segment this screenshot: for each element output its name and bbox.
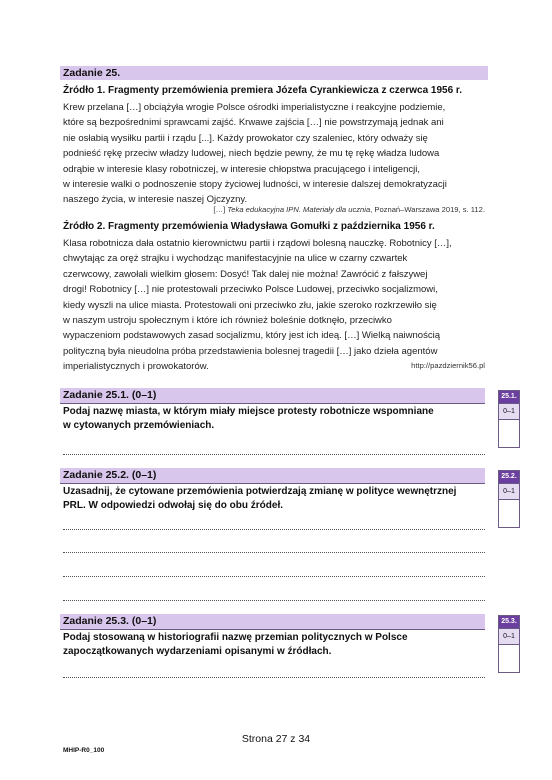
source-2-line: chwytając za oręż strajku i wychodząc manifestacyjnie na ulice w czarny czwartek — [63, 253, 408, 265]
question-line: zapoczątkowanych wydarzeniami opisanymi w źródłach. — [63, 646, 332, 657]
divider — [60, 483, 485, 484]
score-number: 25.3. — [499, 616, 519, 628]
subtask-title: Zadanie 25.1. (0–1) — [63, 389, 157, 401]
score-field[interactable] — [499, 419, 519, 447]
answer-line[interactable] — [63, 529, 485, 530]
source-2-line: w naszym ustroju społecznym i które ich również boleśnie dotknęło, przeciwko — [63, 315, 392, 327]
answer-line[interactable] — [63, 600, 485, 601]
subtask-25-2-header — [60, 468, 485, 483]
subtask-title: Zadanie 25.2. (0–1) — [63, 469, 157, 481]
answer-line[interactable] — [63, 576, 485, 577]
score-number: 25.1. — [499, 391, 519, 403]
source-2-line: imperialistycznych i prowokatorów. — [63, 361, 209, 373]
answer-line[interactable] — [63, 454, 485, 455]
task-header — [60, 66, 488, 80]
divider — [60, 629, 485, 630]
source-1-line: odrąbie w interesie klasy robotniczej, w interesie chłopstwa pracującego i inteligencji, — [63, 163, 420, 175]
source-2-line: polityczną była nieudolna próba przedstawienia bolesnej tragedii […] jako dzieła agentów — [63, 345, 438, 357]
source-2-citation: http://pazdziernik56.pl — [411, 361, 485, 370]
source-1-line: podnieść rękę przeciw władzy ludowej, niech będzie pewny, że mu tę rękę władza ludowa — [63, 148, 440, 160]
subtask-title: Zadanie 25.3. (0–1) — [63, 615, 157, 627]
source-2-line: drogi! Robotnicy […] nie protestowali przeciwko Polsce Ludowej, przeciwko socjalizmowi, — [63, 284, 438, 296]
score-field[interactable] — [499, 644, 519, 672]
score-box-25-1 — [498, 390, 520, 448]
source-2-line: Klasa robotnicza dała ostatnio kierownictwu partii i rządowi bolesną nauczkę. Robotnicy […], — [63, 238, 452, 249]
exam-code: MHIP-R0_100 — [63, 747, 105, 754]
source-2-line: wypaczeniom podstawowych zasad socjalizmu, który jest ich ideą. […] Wielką naiwnością — [63, 330, 440, 342]
question-line: Podaj nazwę miasta, w którym miały miejsce protesty robotnicze wspomniane — [63, 406, 434, 417]
source-1-text — [63, 100, 485, 208]
score-range: 0–1 — [499, 483, 519, 499]
source-1-line: w interesie walki o podnoszenie stopy życiowej ludności, w interesie dalszej demokratyzacji — [63, 179, 447, 191]
score-range: 0–1 — [499, 403, 519, 419]
question-line: w cytowanych przemówieniach. — [63, 420, 215, 431]
subtask-25-3-header — [60, 614, 485, 629]
question-line: Podaj stosowaną w historiografii nazwę przemian politycznych w Polsce — [63, 632, 408, 643]
source-2-title: Źródło 2. Fragmenty przemówienia Władysława Gomułki z października 1956 r. — [63, 221, 435, 232]
source-2-line: kiedy wyszli na ulice miasta. Protestowali oni przeciwko złu, jakie szeroko rozkrzewiło się — [63, 299, 437, 311]
source-1-line: naszego życia, w interesie naszej Ojczyzny. — [63, 194, 248, 206]
subtask-25-2-question — [63, 485, 456, 513]
score-field[interactable] — [499, 499, 519, 527]
subtask-25-3-question — [63, 631, 408, 659]
score-range: 0–1 — [499, 628, 519, 644]
question-line: Uzasadnij, że cytowane przemówienia potwierdzają zmianę w polityce wewnętrznej — [63, 486, 457, 497]
source-1-title: Źródło 1. Fragmenty przemówienia premiera Józefa Cyrankiewicza z czerwca 1956 r. — [63, 85, 463, 96]
score-box-25-3 — [498, 615, 520, 673]
divider — [60, 403, 485, 404]
score-box-25-2 — [498, 470, 520, 528]
score-number: 25.2. — [499, 471, 519, 483]
answer-line[interactable] — [63, 552, 485, 553]
question-line: PRL. W odpowiedzi odwołaj się do obu źródeł. — [63, 500, 283, 511]
citation-title: Teka edukacyjna IPN. Materiały dla ucznia — [227, 205, 371, 214]
source-1-citation — [213, 205, 485, 214]
answer-line[interactable] — [63, 677, 485, 678]
source-1-line: które są bezpośrednimi sprawcami zajść. Krwawe zajścia […] nie powstrzymają jednak ani — [63, 117, 444, 129]
citation-suffix: , Poznań–Warszawa 2019, s. 112. — [370, 205, 485, 214]
page-number: Strona 27 z 34 — [241, 733, 311, 745]
subtask-25-1-question — [63, 405, 434, 433]
source-1-line: Krew przelana […] obciążyła wrogie Polsce ośrodki imperialistyczne i reakcyjne podziemie, — [63, 102, 446, 113]
source-2-text — [63, 236, 485, 375]
source-2-line: czerwcowy, zawołali wielkim głosem: Dosyć! Tak dalej nie można! Zawrócić z fałszywej — [63, 268, 428, 280]
subtask-25-1-header — [60, 388, 485, 403]
citation-prefix: […] — [213, 205, 228, 214]
task-title: Zadanie 25. — [63, 67, 121, 79]
source-1-line: nie osłabią wysiłku partii i rządu [...]. Każdy prowokator czy szaleniec, który odważy się — [63, 132, 428, 144]
